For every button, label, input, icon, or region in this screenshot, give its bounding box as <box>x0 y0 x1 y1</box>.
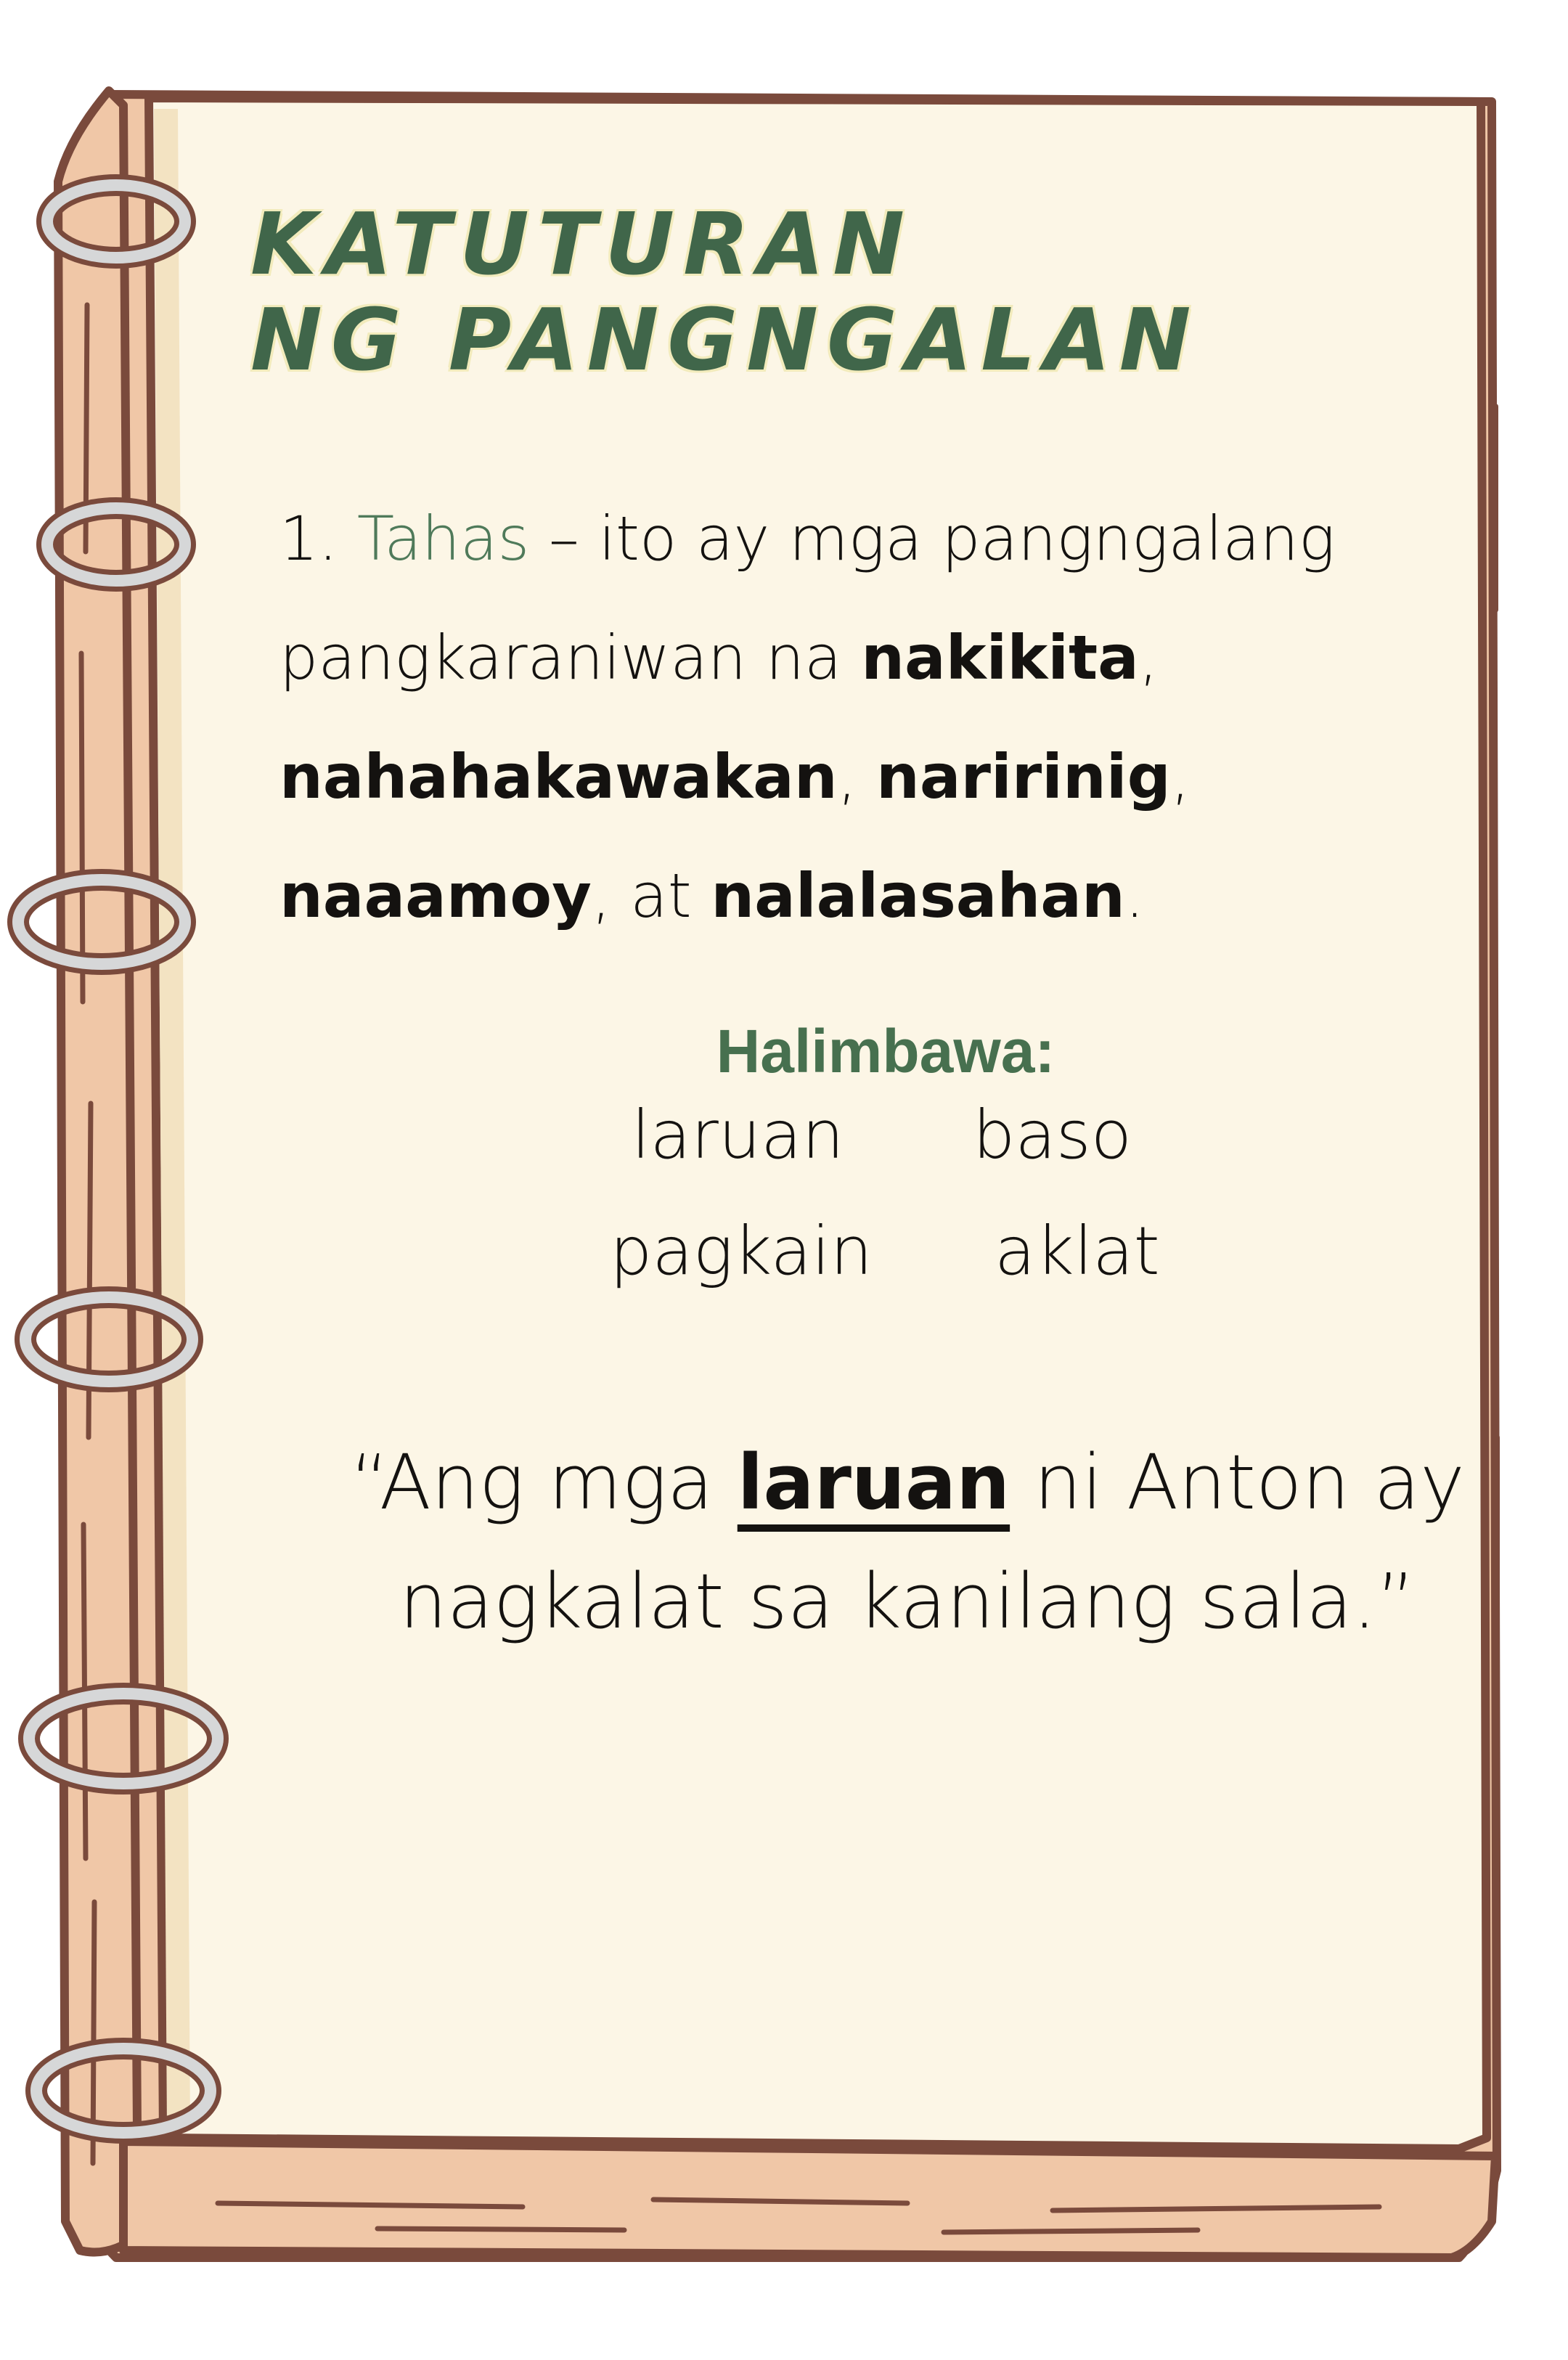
quote-after: ni Anton ay nagkalat sa kanilang sala. <box>399 1438 1465 1646</box>
quote-before: Ang mga <box>379 1438 714 1527</box>
keyword-naaamoy: naaamoy <box>279 860 592 931</box>
keyword-nahahakawakan: nahahakawakan <box>279 741 838 812</box>
example-word: baso <box>973 1096 1132 1174</box>
definition-intro: ito ay mga pangngalang pangkaraniwan na <box>279 503 1336 693</box>
keyword-naririnig: naririnig <box>876 741 1171 812</box>
quote-open-mark: “ <box>350 1438 380 1527</box>
title-line-1: KATUTURAN <box>250 194 914 294</box>
page-title <box>250 196 1199 388</box>
notebook-spine <box>58 91 138 2253</box>
examples-label: Halimbawa: <box>716 1017 1055 1085</box>
definition-term: Tahas <box>356 503 530 574</box>
keyword-nakikita: nakikita <box>861 622 1139 693</box>
example-word: aklat <box>995 1212 1160 1290</box>
quote-close-mark: ” <box>1376 1557 1416 1646</box>
example-word: laruan <box>632 1096 844 1174</box>
underlined-noun: laruan <box>737 1438 1010 1527</box>
definition-dash: – <box>548 503 579 574</box>
keyword-nalalasahan: nalalasahan <box>711 860 1125 931</box>
example-word: pagkain <box>610 1212 873 1290</box>
definition-conjunction: at <box>630 860 692 931</box>
example-sentence <box>341 1423 1474 1661</box>
title-line-2: NG PANGNGALAN <box>250 290 1200 390</box>
item-number: 1. <box>279 503 338 574</box>
definition-paragraph: 1. Tahas – ito ay mga pangngalang pangkaraniwan na nakikita, nahahakawakan, naririnig, naaamoy, at nalalasahan. <box>279 503 1336 931</box>
